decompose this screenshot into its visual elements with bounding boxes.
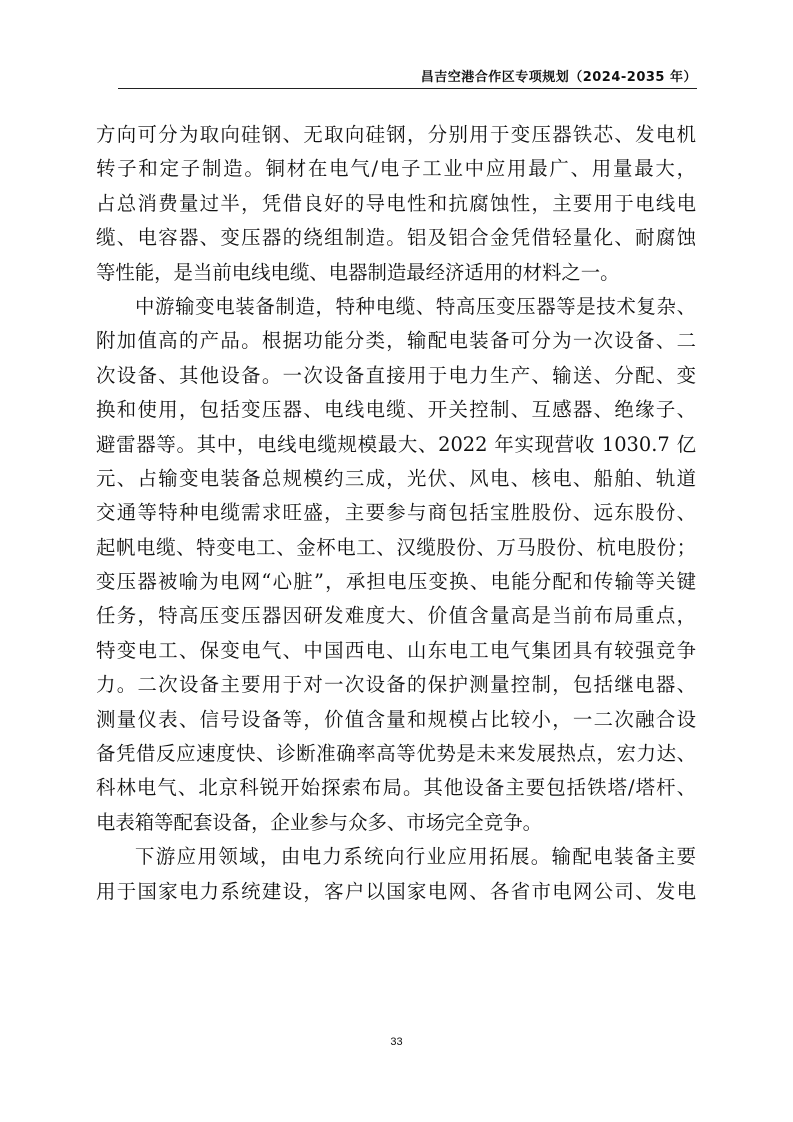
paragraph <box>96 290 696 840</box>
page-number: 33 <box>390 1036 403 1048</box>
text-line: 科林电气、北京科锐开始探索布局。其他设备主要包括铁塔/塔杆、 <box>96 776 696 800</box>
text-line: 附加值高的产品。根据功能分类，输配电装备可分为一次设备、二 <box>96 329 696 353</box>
text-line: 任务，特高压变压器因研发难度大、价值含量高是当前布局重点， <box>96 604 696 628</box>
text-line: 等性能，是当前电线电缆、电器制造最经济适用的材料之一。 <box>96 260 620 284</box>
text-line: 电表箱等配套设备，企业参与众多、市场完全竞争。 <box>96 810 542 834</box>
text-line: 元、占输变电装备总规模约三成，光伏、风电、核电、船舶、轨道 <box>96 466 696 490</box>
text-line: 次设备、其他设备。一次设备直接用于电力生产、输送、分配、变 <box>96 363 696 387</box>
text-line: 测量仪表、信号设备等，价值含量和规模占比较小，一二次融合设 <box>96 707 696 731</box>
paragraph <box>96 840 696 909</box>
page-header <box>118 66 697 89</box>
text-line: 下游应用领域，由电力系统向行业应用拓展。输配电装备主要 <box>135 845 696 869</box>
text-line: 转子和定子制造。铜材在电气/电子工业中应用最广、用量最大， <box>96 157 696 181</box>
text-line: 交通等特种电缆需求旺盛，主要参与商包括宝胜股份、远东股份、 <box>96 501 696 525</box>
paragraph <box>96 118 696 290</box>
text-line: 起帆电缆、特变电工、金杯电工、汉缆股份、万马股份、杭电股份； <box>96 535 696 559</box>
header-title: 昌吉空港合作区专项规划（2024-2035 年） <box>420 70 697 85</box>
text-line: 力。二次设备主要用于对一次设备的保护测量控制，包括继电器、 <box>96 673 696 697</box>
text-line: 特变电工、保变电气、中国西电、山东电工电气集团具有较强竞争 <box>96 638 696 662</box>
text-line: 占总消费量过半，凭借良好的导电性和抗腐蚀性，主要用于电线电 <box>96 191 696 215</box>
document-body <box>96 118 696 909</box>
text-line: 缆、电容器、变压器的绕组制造。铝及铝合金凭借轻量化、耐腐蚀 <box>96 226 696 250</box>
text-line: 避雷器等。其中，电线电缆规模最大、2022 年实现营收 1030.7 亿 <box>96 432 696 456</box>
text-line: 换和使用，包括变压器、电线电缆、开关控制、互感器、绝缘子、 <box>96 398 696 422</box>
text-line: 用于国家电力系统建设，客户以国家电网、各省市电网公司、发电 <box>96 879 696 903</box>
text-line: 方向可分为取向硅钢、无取向硅钢，分别用于变压器铁芯、发电机 <box>96 123 696 146</box>
text-line: 中游输变电装备制造，特种电缆、特高压变压器等是技术复杂、 <box>135 294 696 318</box>
text-line: 备凭借反应速度快、诊断准确率高等优势是未来发展热点，宏力达、 <box>96 742 696 766</box>
text-line: 变压器被喻为电网“心脏”，承担电压变换、电能分配和传输等关键 <box>96 570 696 594</box>
